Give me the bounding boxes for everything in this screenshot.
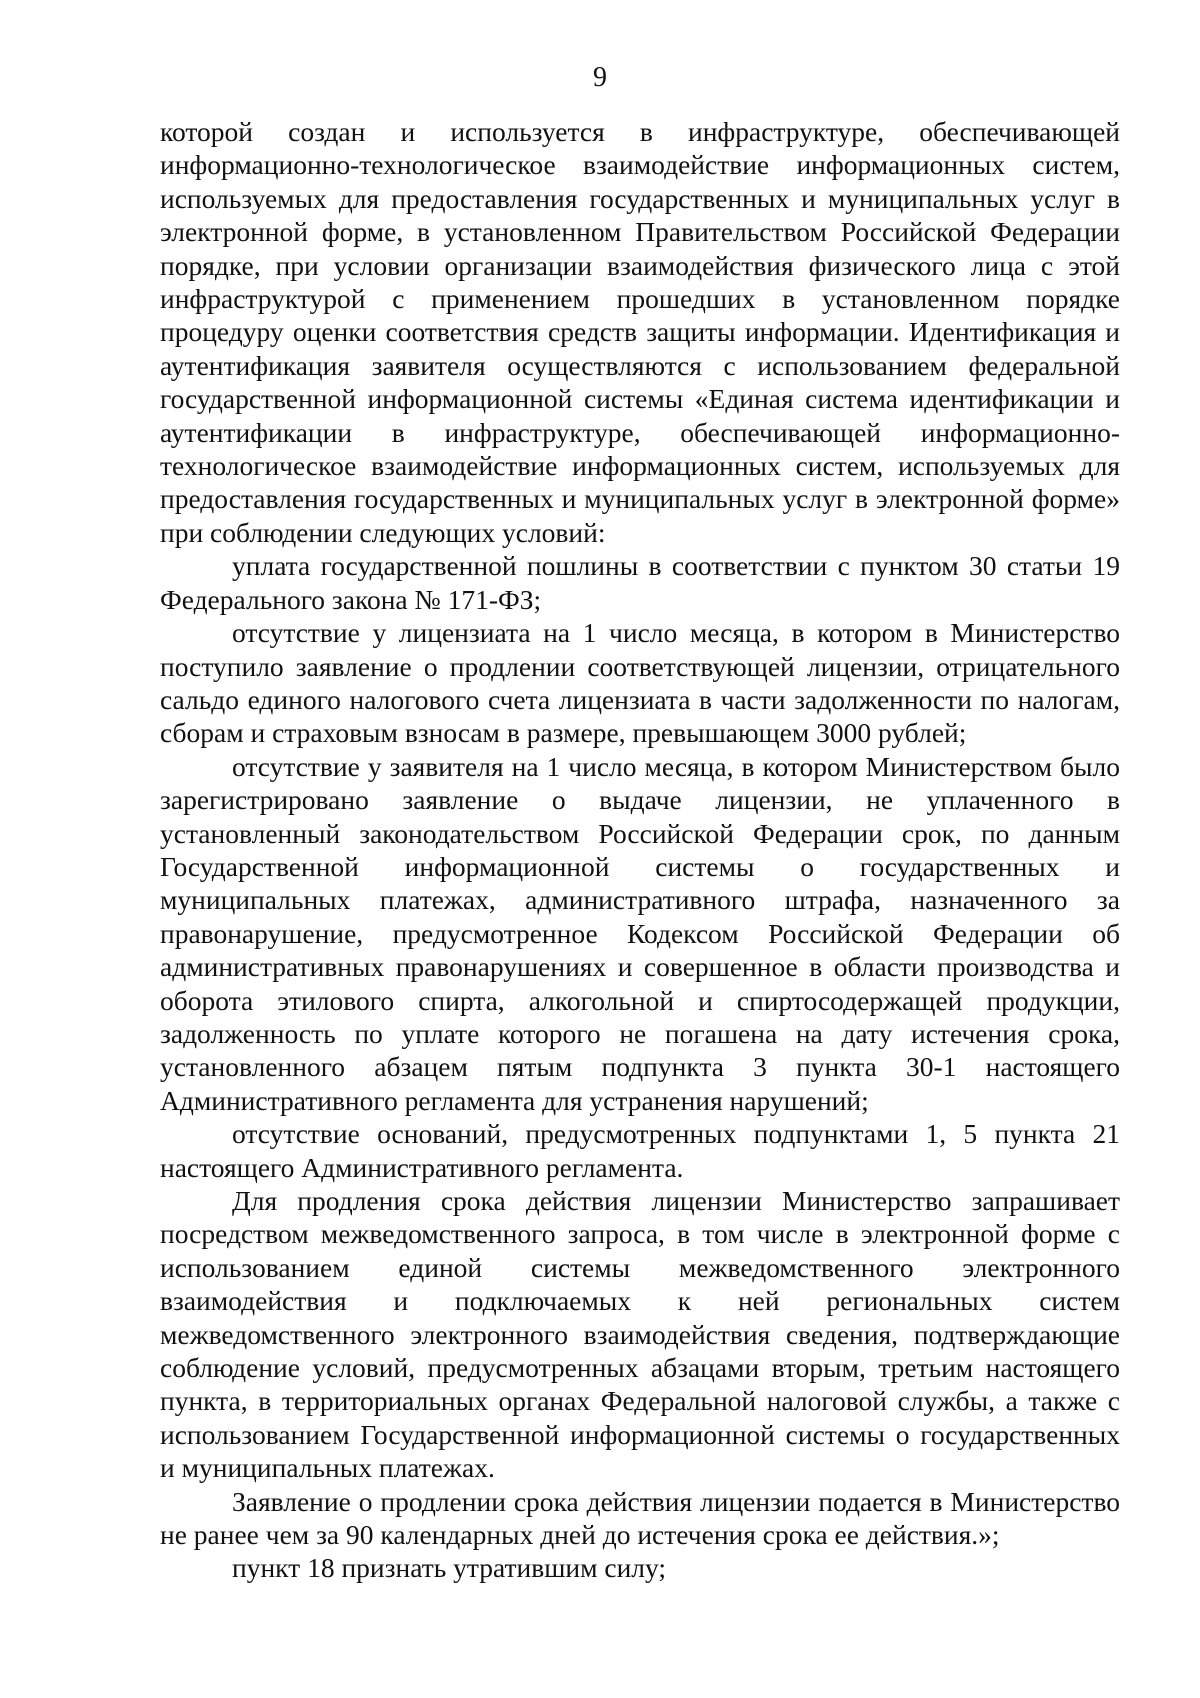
page-number: 9 (593, 62, 607, 93)
document-body (160, 115, 1120, 1585)
paragraph-application-deadline: Заявление о продлении срока действия лицензии подается в Министерство не ранее чем за 90 календарных дней до истечения срока ее действия.»; (160, 1485, 1120, 1551)
paragraph-continuation: которой создан и используется в инфраструктуре, обеспечивающей информационно-технологическое взаимодействие информационных систем, используемых для предоставления государственных и муниципальных услуг в электронной форме, в установленном Правительством Российской Федерации порядке, при условии организации взаимодействия физического лица с этой инфраструктурой с применением прошедших в установленном порядке процедуру оценки соответствия средств защиты информации. Идентификация и аутентификация заявителя осуществляются с использованием федеральной государственной информационной системы «Единая система идентификации и аутентификации в инфраструктуре, обеспечивающей информационно-технологическое взаимодействие информационных систем, используемых для предоставления государственных и муниципальных услуг в электронной форме» при соблюдении следующих условий: (160, 116, 1120, 548)
paragraph-interagency-request: Для продления срока действия лицензии Министерство запрашивает посредством межведомственного запроса, в том числе в электронной форме с использованием единой системы межведомственного электронного взаимодействия и подключаемых к ней региональных систем межведомственного электронного взаимодействия сведения, подтверждающие соблюдение условий, предусмотренных абзацами вторым, третьим настоящего пункта, в территориальных органах Федеральной налоговой службы, а также с использованием Государственной информационной системы о государственных и муниципальных платежах. (160, 1185, 1120, 1484)
paragraph-fee-condition: уплата государственной пошлины в соответствии с пунктом 30 статьи 19 Федерального закона № 171-ФЗ; (160, 550, 1120, 615)
paragraph-clause-18-repeal: пункт 18 признать утратившим силу; (232, 1552, 667, 1584)
paragraph-fine-condition: отсутствие у заявителя на 1 число месяца, в котором Министерством было зарегистрировано заявление о выдаче лицензии, не уплаченного в установленный законодательством Российской Федерации срок, по данным Государственной информационной системы о государственных и муниципальных платежах, административного штрафа, назначенного за правонарушение, предусмотренное Кодексом Российской Федерации об административных правонарушениях и совершенное в области производства и оборота этилового спирта, алкогольной и спиртосодержащей продукции, задолженность по уплате которого не погашена на дату истечения срока, установленного абзацем пятым подпункта 3 пункта 30-1 настоящего Административного регламента для устранения нарушений; (160, 750, 1120, 1116)
paragraph-no-grounds-condition: отсутствие оснований, предусмотренных подпунктами 1, 5 пункта 21 настоящего Административного регламента. (160, 1118, 1120, 1183)
paragraph-tax-balance-condition: отсутствие у лицензиата на 1 число месяца, в котором в Министерство поступило заявление о продлении соответствующей лицензии, отрицательного сальдо единого налогового счета лицензиата в части задолженности по налогам, сборам и страховым взносам в размере, превышающем 3000 рублей; (160, 617, 1120, 749)
